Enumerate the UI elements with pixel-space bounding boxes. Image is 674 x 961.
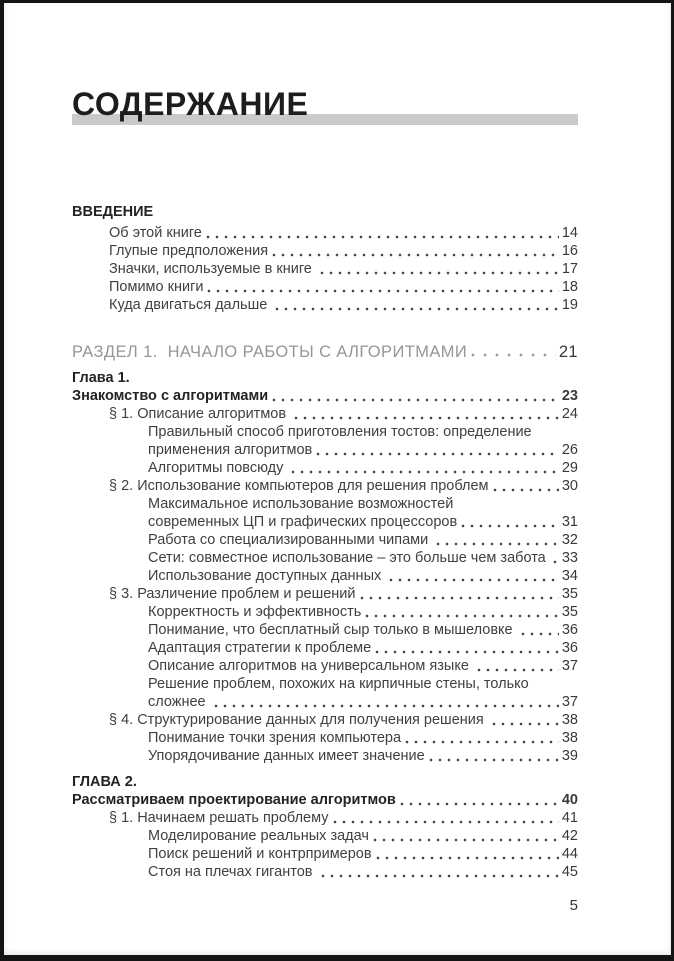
toc-entry: [72, 863, 578, 881]
toc-entry: [72, 773, 578, 791]
toc-entry: [72, 369, 578, 387]
toc-entry: [72, 747, 578, 765]
toc-list: [72, 203, 578, 881]
dot-leader: [461, 524, 559, 528]
toc-page-number: 18: [561, 279, 578, 295]
dot-leader: [360, 596, 559, 600]
toc-entry: [72, 549, 578, 567]
toc-entry-label: § 4. Структурирование данных для получения решения: [109, 712, 488, 728]
toc-page-number: 26: [561, 442, 578, 458]
dot-leader: [206, 235, 559, 239]
toc-entry-label: современных ЦП и графических процессоров: [148, 514, 458, 530]
toc-entry: [72, 441, 578, 459]
dot-leader: [375, 650, 559, 654]
toc-entry-label: Работа со специализированными чипами: [148, 532, 433, 548]
page-title: СОДЕРЖАНИЕ: [72, 86, 309, 122]
toc-page-number: 37: [561, 658, 578, 674]
toc-page-number: 38: [561, 730, 578, 746]
toc-page-number: 37: [561, 694, 578, 710]
dot-leader: [477, 668, 559, 672]
toc-entry: [72, 845, 578, 863]
toc-page-number: 35: [561, 604, 578, 620]
dot-leader: [320, 271, 559, 275]
toc-entry: [72, 242, 578, 260]
toc-entry-label: Правильный способ приготовления тостов: определение: [148, 424, 532, 440]
dot-leader: [321, 874, 559, 878]
toc-entry: [72, 405, 578, 423]
toc-entry: [72, 531, 578, 549]
toc-entry-label: § 1. Начинаем решать проблему: [109, 810, 329, 826]
toc-entry-label: Алгоритмы повсюду: [148, 460, 288, 476]
toc-entry: [72, 657, 578, 675]
toc-entry: [72, 827, 578, 845]
toc-entry-label: Глупые предположения: [109, 243, 269, 259]
toc-page-number: 36: [561, 640, 578, 656]
toc-entry-label: Поиск решений и контрпримеров: [148, 846, 372, 862]
toc-entry-label: ВВЕДЕНИЕ: [72, 204, 154, 220]
toc-page-number: 29: [561, 460, 578, 476]
toc-page-number: 34: [561, 568, 578, 584]
toc-entry-label: Моделирование реальных задач: [148, 828, 369, 844]
toc-page-number: 23: [561, 388, 578, 404]
toc-entry-label: § 1. Описание алгоритмов: [109, 406, 291, 422]
toc-entry-label: Рассматриваем проектирование алгоритмов: [72, 792, 396, 808]
toc-entry-label: § 3. Различение проблем и решений: [109, 586, 356, 602]
toc-entry: [72, 791, 578, 809]
toc-page-number: 36: [561, 622, 578, 638]
dot-leader: [272, 398, 559, 402]
toc-entry-label: сложнее: [148, 694, 210, 710]
dot-leader: [291, 470, 558, 474]
toc-entry: [72, 423, 578, 441]
toc-entry: [72, 675, 578, 693]
toc-entry-label: Стоя на плечах гигантов: [148, 864, 317, 880]
toc-entry-label: Адаптация стратегии к проблеме: [148, 640, 372, 656]
toc-entry-label: Использование доступных данных: [148, 568, 386, 584]
toc-entry: [72, 585, 578, 603]
toc-page-number: 42: [561, 828, 578, 844]
toc-entry: [72, 459, 578, 477]
dot-leader: [272, 253, 559, 257]
toc-entry: [72, 603, 578, 621]
toc-page-number: 35: [561, 586, 578, 602]
toc-entry: [72, 621, 578, 639]
dot-leader: [275, 307, 559, 311]
dot-leader: [214, 704, 559, 708]
toc-entry-label: ГЛАВА 2.: [72, 774, 137, 790]
toc-entry: [72, 224, 578, 242]
toc-entry-label: Корректность и эффективность: [148, 604, 362, 620]
toc-page-number: 44: [561, 846, 578, 862]
toc-page-number: 40: [561, 792, 578, 808]
toc-entry: [72, 203, 578, 221]
dot-leader: [521, 632, 559, 636]
toc-entry-label: Упорядочивание данных имеет значение: [148, 748, 425, 764]
dot-leader: [294, 416, 559, 420]
dot-leader: [405, 740, 559, 744]
toc-entry: [72, 513, 578, 531]
toc-entry-label: Сети: совместное использование – это больше чем забота: [148, 550, 550, 566]
toc-page-number: 38: [561, 712, 578, 728]
toc-page-number: 45: [561, 864, 578, 880]
toc-page-number: 14: [561, 225, 578, 241]
book-page: [4, 3, 671, 955]
dot-leader: [207, 289, 558, 293]
dot-leader: [400, 802, 559, 806]
toc-entry: [72, 639, 578, 657]
toc-entry-label: Знакомство с алгоритмами: [72, 388, 269, 404]
toc-page-number: 31: [561, 514, 578, 530]
toc-entry: [72, 809, 578, 827]
dot-leader: [376, 856, 559, 860]
toc-page-number: 24: [561, 406, 578, 422]
toc-page-number: 16: [561, 243, 578, 259]
dot-leader: [316, 452, 559, 456]
toc-entry: [72, 387, 578, 405]
toc-entry-label: Максимальное использование возможностей: [148, 496, 454, 512]
toc-page-number: 30: [561, 478, 578, 494]
toc-entry-label: РАЗДЕЛ 1. НАЧАЛО РАБОТЫ С АЛГОРИТМАМИ: [72, 343, 468, 361]
toc-page-number: 17: [561, 261, 578, 277]
toc-entry: [72, 343, 578, 361]
toc-entry: [72, 477, 578, 495]
dot-leader: [493, 488, 559, 492]
dot-leader: [373, 838, 559, 842]
toc-entry: [72, 495, 578, 513]
toc-page-number: 39: [561, 748, 578, 764]
dot-leader: [553, 560, 559, 564]
dot-leader: [429, 758, 559, 762]
toc-entry: [72, 711, 578, 729]
toc-entry-label: Понимание точки зрения компьютера: [148, 730, 402, 746]
toc-entry: [72, 693, 578, 711]
toc-entry: [72, 296, 578, 314]
toc-entry: [72, 729, 578, 747]
dot-leader: [333, 820, 559, 824]
dot-leader: [389, 578, 559, 582]
folio-page-number: 5: [569, 897, 578, 914]
toc-entry: [72, 260, 578, 278]
toc-entry-label: Глава 1.: [72, 370, 130, 386]
toc-entry-label: Решение проблем, похожих на кирпичные стены, только: [148, 676, 529, 692]
toc-page-number: 41: [561, 810, 578, 826]
toc-page-number: 19: [561, 297, 578, 313]
toc-entry-label: Куда двигаться дальше: [109, 297, 272, 313]
dot-leader: [471, 353, 556, 357]
toc-page-number: 32: [561, 532, 578, 548]
toc-entry-label: Понимание, что бесплатный сыр только в мышеловке: [148, 622, 517, 638]
toc-page-number: 33: [561, 550, 578, 566]
toc-entry-label: применения алгоритмов: [148, 442, 313, 458]
toc-entry-label: Описание алгоритмов на универсальном языке: [148, 658, 473, 674]
dot-leader: [365, 614, 559, 618]
toc-entry-label: Значки, используемые в книге: [109, 261, 316, 277]
toc-entry: [72, 567, 578, 585]
toc-entry-label: Об этой книге: [109, 225, 202, 241]
toc-page-number: 21: [558, 343, 578, 361]
dot-leader: [492, 722, 559, 726]
toc-entry: [72, 278, 578, 296]
toc-entry-label: Помимо книги: [109, 279, 204, 295]
dot-leader: [436, 542, 559, 546]
toc-entry-label: § 2. Использование компьютеров для решения проблем: [109, 478, 489, 494]
